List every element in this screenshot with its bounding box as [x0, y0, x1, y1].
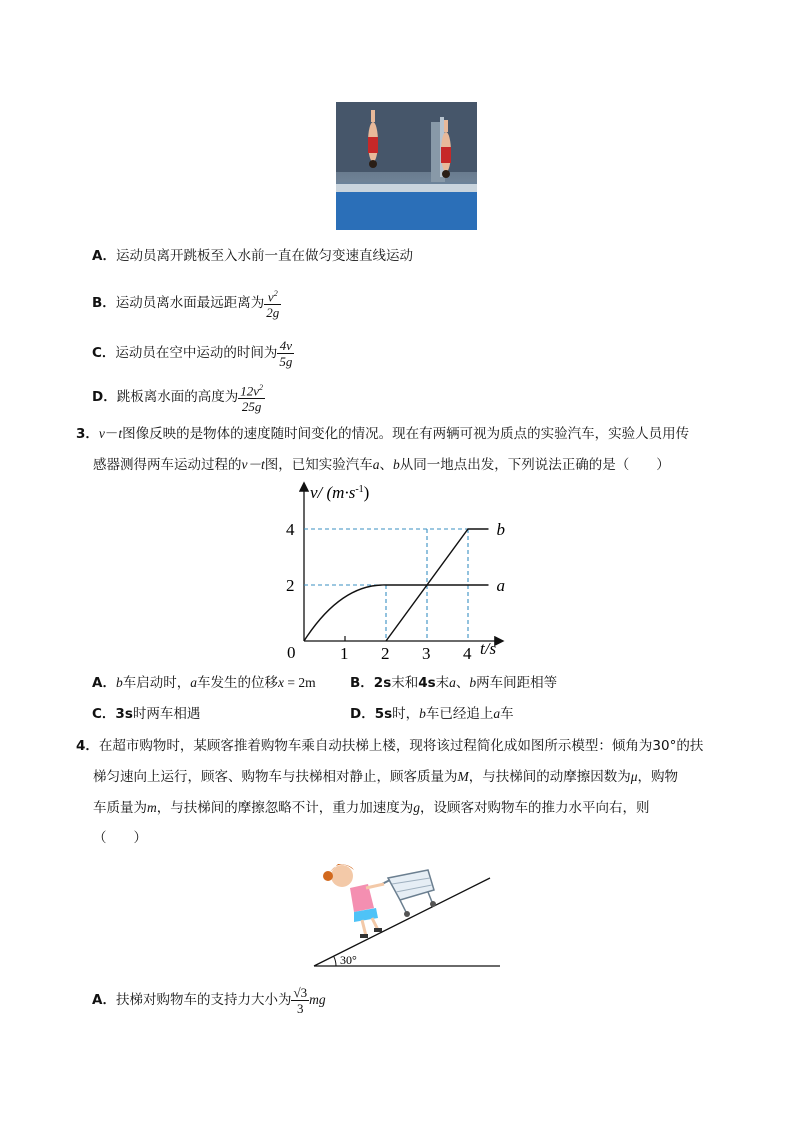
fraction-denominator: 3	[297, 1000, 304, 1016]
fraction	[291, 985, 309, 1016]
q4-stem-line-1: 4．在超市购物时，某顾客推着购物车乘自动扶梯上楼，现将该过程简化成如图所示模型：倾角为30°的扶	[76, 738, 704, 754]
y-axis-label: v/ $(m\cdot s^{-1})$	[310, 483, 370, 502]
option-text: 运动员离水面最远距离为	[115, 295, 265, 312]
option-letter: A．	[92, 248, 116, 264]
diving-photo	[336, 102, 477, 230]
q3-option-b[interactable]: B．2s末和4s末a、b两车间距相等	[350, 675, 558, 691]
fraction	[264, 286, 281, 320]
q4-stem-line-2: 梯匀速向上运行，顾客、购物车与扶梯相对静止，顾客质量为M，与扶梯间的动摩擦因数为μ，购物	[93, 769, 679, 785]
q4-stem-line-3: 车质量为m，与扶梯间的摩擦忽略不计，重力加速度为g，设顾客对购物车的推力水平向右，则	[93, 800, 650, 816]
series-b-label: b	[496, 520, 505, 539]
escalator-svg	[310, 850, 510, 975]
x-tick-label-4: 4	[463, 644, 472, 663]
option-letter: D．	[92, 389, 117, 406]
q3-option-d[interactable]: D．5s时，b车已经追上a车	[350, 706, 514, 722]
origin-label: 0	[287, 643, 296, 662]
option-letter: B．	[92, 295, 116, 312]
q4-answer-paren: （ ）	[93, 830, 147, 846]
y-tick-label-4: 4	[286, 520, 295, 539]
fraction-denominator: 2g	[266, 305, 280, 321]
q3-option-c[interactable]: C．3s时两车相遇	[92, 706, 201, 722]
q4-option-a[interactable]: A．扶梯对购物车的支持力大小为 $\frac{√3}{3}$ mg	[92, 984, 326, 1016]
vt-graph-svg	[270, 478, 510, 668]
fraction-numerator: $v^2$	[264, 286, 281, 305]
fraction-numerator: 4v	[277, 338, 294, 354]
option-text: 运动员在空中运动的时间为	[115, 345, 278, 361]
diving-photo-drawing	[336, 102, 477, 230]
fraction-denominator: 5g	[279, 353, 293, 369]
x-axis-label: t/s	[480, 639, 497, 658]
q3-stem-line-1: 3．v－t图像反映的是物体的速度随时间变化的情况。现在有两辆可视为质点的实验汽车，实验人员用传	[76, 426, 690, 442]
y-tick-label-2: 2	[286, 576, 295, 595]
customer-girl	[323, 864, 384, 938]
shopping-cart	[382, 870, 436, 917]
q2-option-b[interactable]	[92, 286, 281, 320]
fraction-denominator: 25g	[241, 399, 262, 415]
x-tick-label-1: 1	[340, 644, 349, 663]
x-tick-label-3: 3	[422, 644, 431, 663]
angle-label: 30°	[340, 953, 357, 967]
q3-option-a[interactable]: A．b车启动时，a车发生的位移x = 2m	[92, 675, 316, 691]
q2-option-a[interactable]	[92, 246, 413, 266]
fraction	[238, 380, 265, 414]
q3-stem-line-2: 感器测得两车运动过程的v－t图，已知实验汽车a、b从同一地点出发，下列说法正确的是（ ）	[93, 457, 670, 473]
option-text: 跳板离水面的高度为	[116, 389, 239, 406]
option-text: 运动员离开跳板至入水前一直在做匀变速直线运动	[115, 248, 413, 264]
series-a-line	[304, 585, 489, 641]
x-tick-label-2: 2	[381, 644, 390, 663]
question-number: 3．	[76, 426, 99, 442]
fraction-numerator: √3	[293, 984, 308, 1000]
fraction	[277, 338, 294, 369]
series-a-label: a	[496, 576, 505, 595]
question-number: 4．	[76, 738, 99, 754]
q2-option-d[interactable]	[92, 380, 265, 414]
option-letter: C．	[92, 345, 116, 361]
q2-option-c[interactable]	[92, 336, 294, 370]
angle-arc	[334, 956, 336, 966]
escalator-diagram	[310, 850, 510, 975]
vt-graph	[270, 478, 510, 668]
fraction-numerator: $12v^2$	[238, 380, 265, 399]
